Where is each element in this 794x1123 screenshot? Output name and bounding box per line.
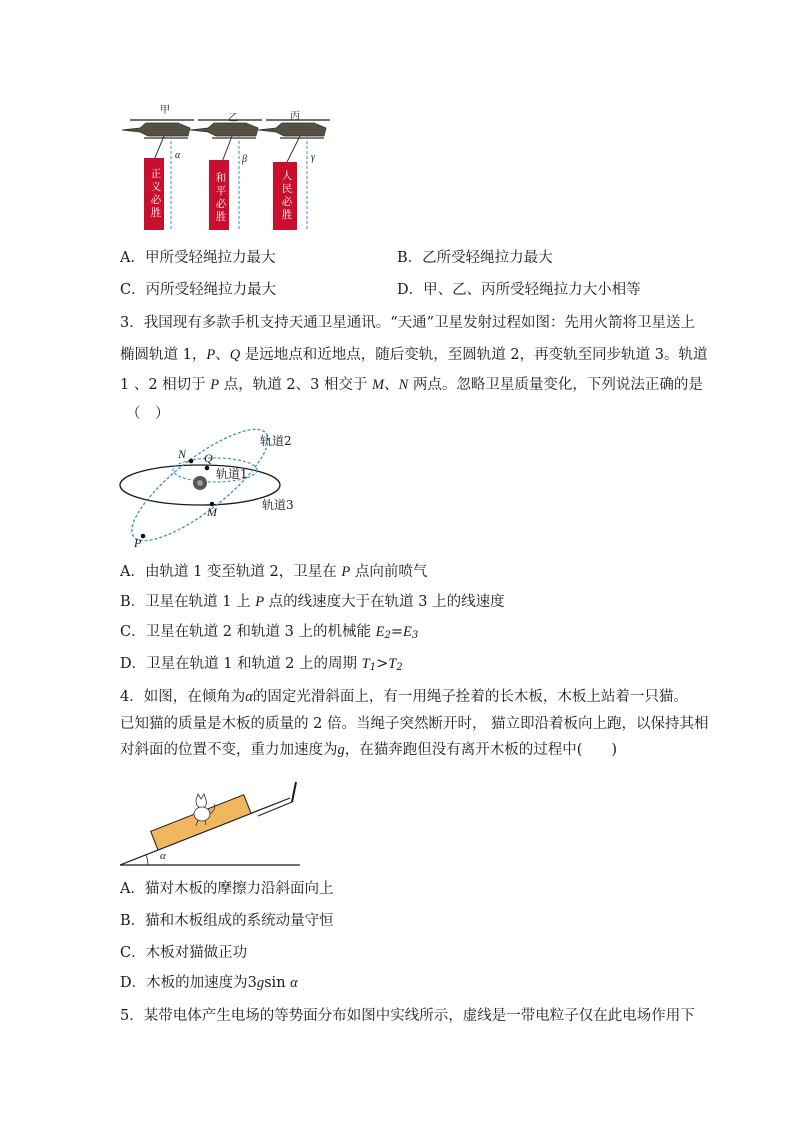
q4-stem-line2: 已知猫的质量是木板的质量的 2 倍。当绳子突然断开时， 猫立即沿着板向上跑，以保持其相 <box>120 716 709 732</box>
helicopter-bing <box>258 120 330 230</box>
q4-option-d: D．木板的加速度为3gsin α <box>120 975 298 991</box>
q3-answer-blank: （ ） <box>126 406 170 422</box>
angle-alpha: α <box>175 150 181 161</box>
q4-option-b: B．猫和木板组成的系统动量守恒 <box>120 913 334 929</box>
q4-option-c: C．木板对猫做正功 <box>120 945 248 961</box>
label-Q: Q <box>204 451 213 465</box>
point-P <box>141 534 146 539</box>
orbit1-label: 轨道1 <box>216 467 248 481</box>
q3-stem-line3: 1 、2 相切于 P 点，轨道 2、3 相交于 M、N 两点。忽略卫星质量变化，下列说法正确的是 <box>120 377 703 393</box>
q3-option-b: B．卫星在轨道 1 上 P 点的线速度大于在轨道 3 上的线速度 <box>120 594 505 610</box>
q5-stem-line1: 5．某带电体产生电场的等势面分布如图中实线所示，虚线是一带电粒子仅在此电场作用下 <box>120 1008 695 1024</box>
heli-label-yi: 乙 <box>228 113 238 124</box>
point-Q <box>205 466 210 471</box>
angle-arc <box>146 855 148 865</box>
q3-stem-line2: 椭圆轨道 1，P、Q 是远地点和近地点，随后变轨，至圆轨道 2，再变轨至同步轨道 3。轨道 <box>120 347 708 363</box>
q3-option-a: A．由轨道 1 变至轨道 2，卫星在 P 点向前喷气 <box>120 564 428 580</box>
angle-beta: β <box>242 154 247 165</box>
q4-option-a: A．猫对木板的摩擦力沿斜面向上 <box>120 881 334 897</box>
incline-figure <box>118 770 308 870</box>
banner-text-2: 和平必胜 <box>215 172 227 223</box>
orbit3-label: 轨道3 <box>262 498 294 512</box>
q2-option-d: D．甲、乙、丙所受轻绳拉力大小相等 <box>397 282 641 298</box>
banner-text-1: 正义必胜 <box>150 168 162 219</box>
q2-option-a: A．甲所受轻绳拉力最大 <box>120 250 276 266</box>
label-P: P <box>134 536 142 550</box>
q4-stem-line1: 4．如图，在倾角为α的固定光滑斜面上，有一用绳子拴着的长木板，木板上站着一只猫。 <box>120 689 688 705</box>
q4-stem-line3: 对斜面的位置不变，重力加速度为g，在猫奔跑但没有离开木板的过程中( ) <box>120 742 618 758</box>
q3-option-d: D．卫星在轨道 1 和轨道 2 上的周期 $T_1>T_2$ <box>120 656 403 673</box>
point-N <box>189 459 194 464</box>
q3-option-c: C．卫星在轨道 2 和轨道 3 上的机械能 $E_2=E_3$ <box>120 624 419 641</box>
post <box>292 782 296 802</box>
q2-option-c: C．丙所受轻绳拉力最大 <box>120 282 277 298</box>
angle-gamma: γ <box>311 152 315 163</box>
heli-label-jia: 甲 <box>160 105 170 116</box>
label-M: M <box>207 505 217 519</box>
banner-text-3: 人民必胜 <box>281 170 293 221</box>
incline-alpha-label: α <box>160 850 166 862</box>
label-N: N <box>178 447 187 461</box>
q3-stem-line1: 3．我国现有多款手机支持天通卫星通讯。“天通”卫星发射过程如图：先用火箭将卫星送上 <box>120 315 696 331</box>
q2-option-b: B．乙所受轻绳拉力最大 <box>397 250 553 266</box>
heli-label-bing: 丙 <box>290 111 300 122</box>
orbit2-label: 轨道2 <box>260 434 292 448</box>
